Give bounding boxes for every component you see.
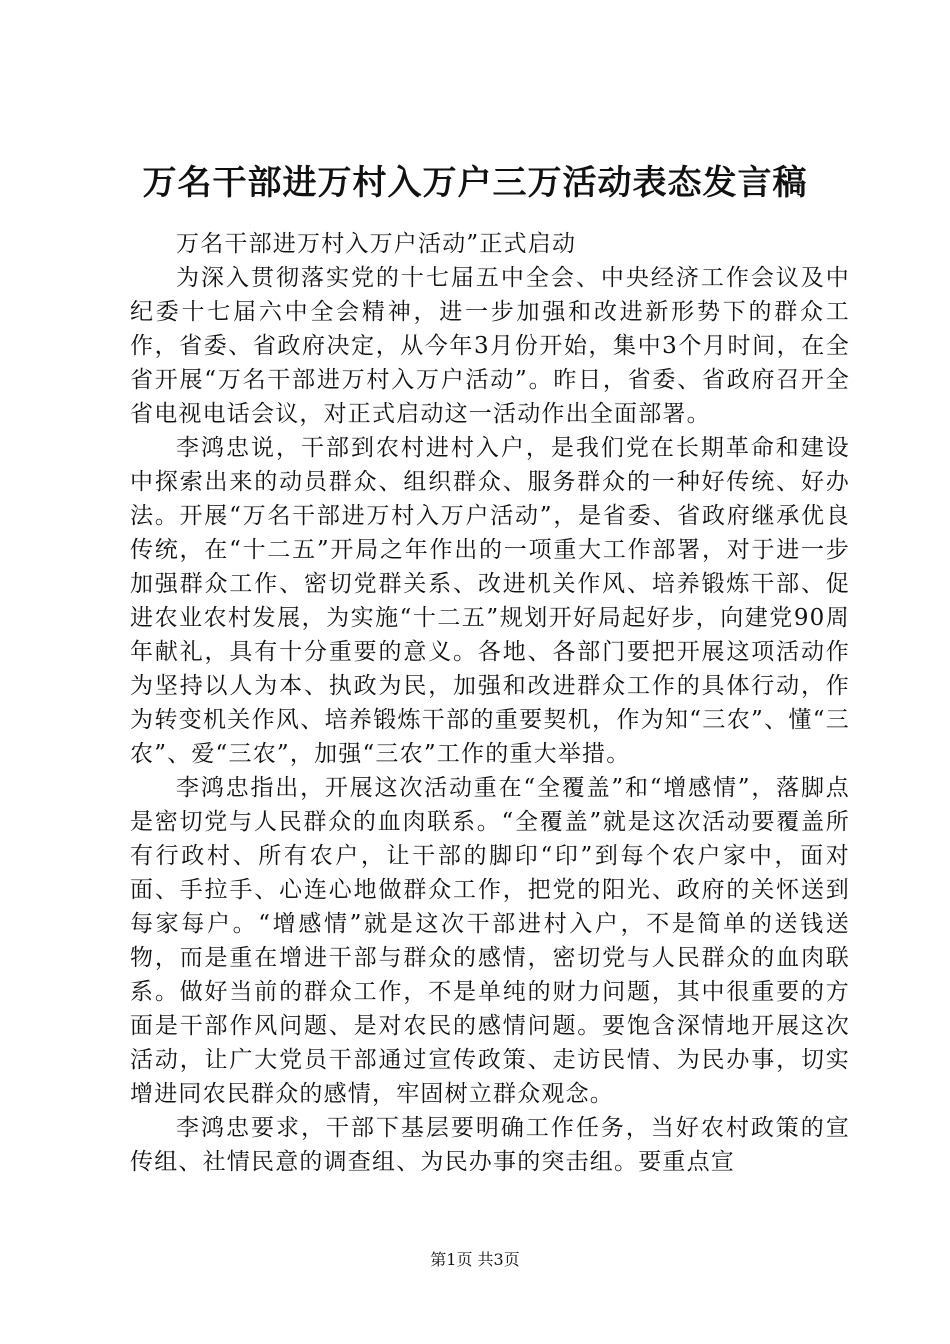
paragraph: 李鸿忠说，干部到农村进村入户，是我们党在长期革命和建设中探索出来的动员群众、组织群众、服务群众的一种好传统、好办法。开展“万名干部进万村入万户活动”，是省委、省政府继承优良传统，在“十二五”开局之年作出的一项重大工作部署，对于进一步加强群众工作、密切党群关系、改进机关作风、培养锻炼干部、促进农业农村发展，为实施“十二五”规划开好局起好步，向建党90周年献礼，具有十分重要的意义。各地、各部门要把开展这项活动作为坚持以人为本、执政为民，加强和改进群众工作的具体行动，作为转变机关作风、培养锻炼干部的重要契机，作为知“三农”、懂“三农”、爱“三农”，加强“三农”工作的重大举措。 [130,435,850,767]
paragraph: 李鸿忠指出，开展这次活动重在“全覆盖”和“增感情”，落脚点是密切党与人民群众的血肉联系。“全覆盖”就是这次活动要覆盖所有行政村、所有农户，让干部的脚印“印”到每个农户家中，面对面、手拉手、心连心地做群众工作，把党的阳光、政府的关怀送到每家每户。“增感情”就是这次干部进村入户，不是简单的送钱送物，而是重在增进干部与群众的感情，密切党与人民群众的血肉联系。做好当前的群众工作，不是单纯的财力问题，其中很重要的方面是干部作风问题、是对农民的感情问题。要饱含深情地开展这次活动，让广大党员干部通过宣传政策、走访民情、为民办事，切实增进同农民群众的感情，牢固树立群众观念。 [130,775,850,1107]
document-title: 万名干部进万村入万户三万活动表态发言稿 [142,163,808,203]
document-body [130,227,850,1179]
page-number-footer: 第1页 共3页 [430,1250,520,1269]
paragraph: 为深入贯彻落实党的十七届五中全会、中央经济工作会议及中纪委十七届六中全会精神，进一步加强和改进新形势下的群众工作，省委、省政府决定，从今年3月份开始，集中3个月时间，在全省开展“万名干部进万村入万户活动”。昨日，省委、省政府召开全省电视电话会议，对正式启动这一活动作出全面部署。 [130,265,850,427]
paragraph: 李鸿忠要求，干部下基层要明确工作任务，当好农村政策的宣传组、社情民意的调查组、为民办事的突击组。要重点宣 [130,1115,850,1175]
paragraph: 万名干部进万村入万户活动”正式启动 [176,231,577,257]
